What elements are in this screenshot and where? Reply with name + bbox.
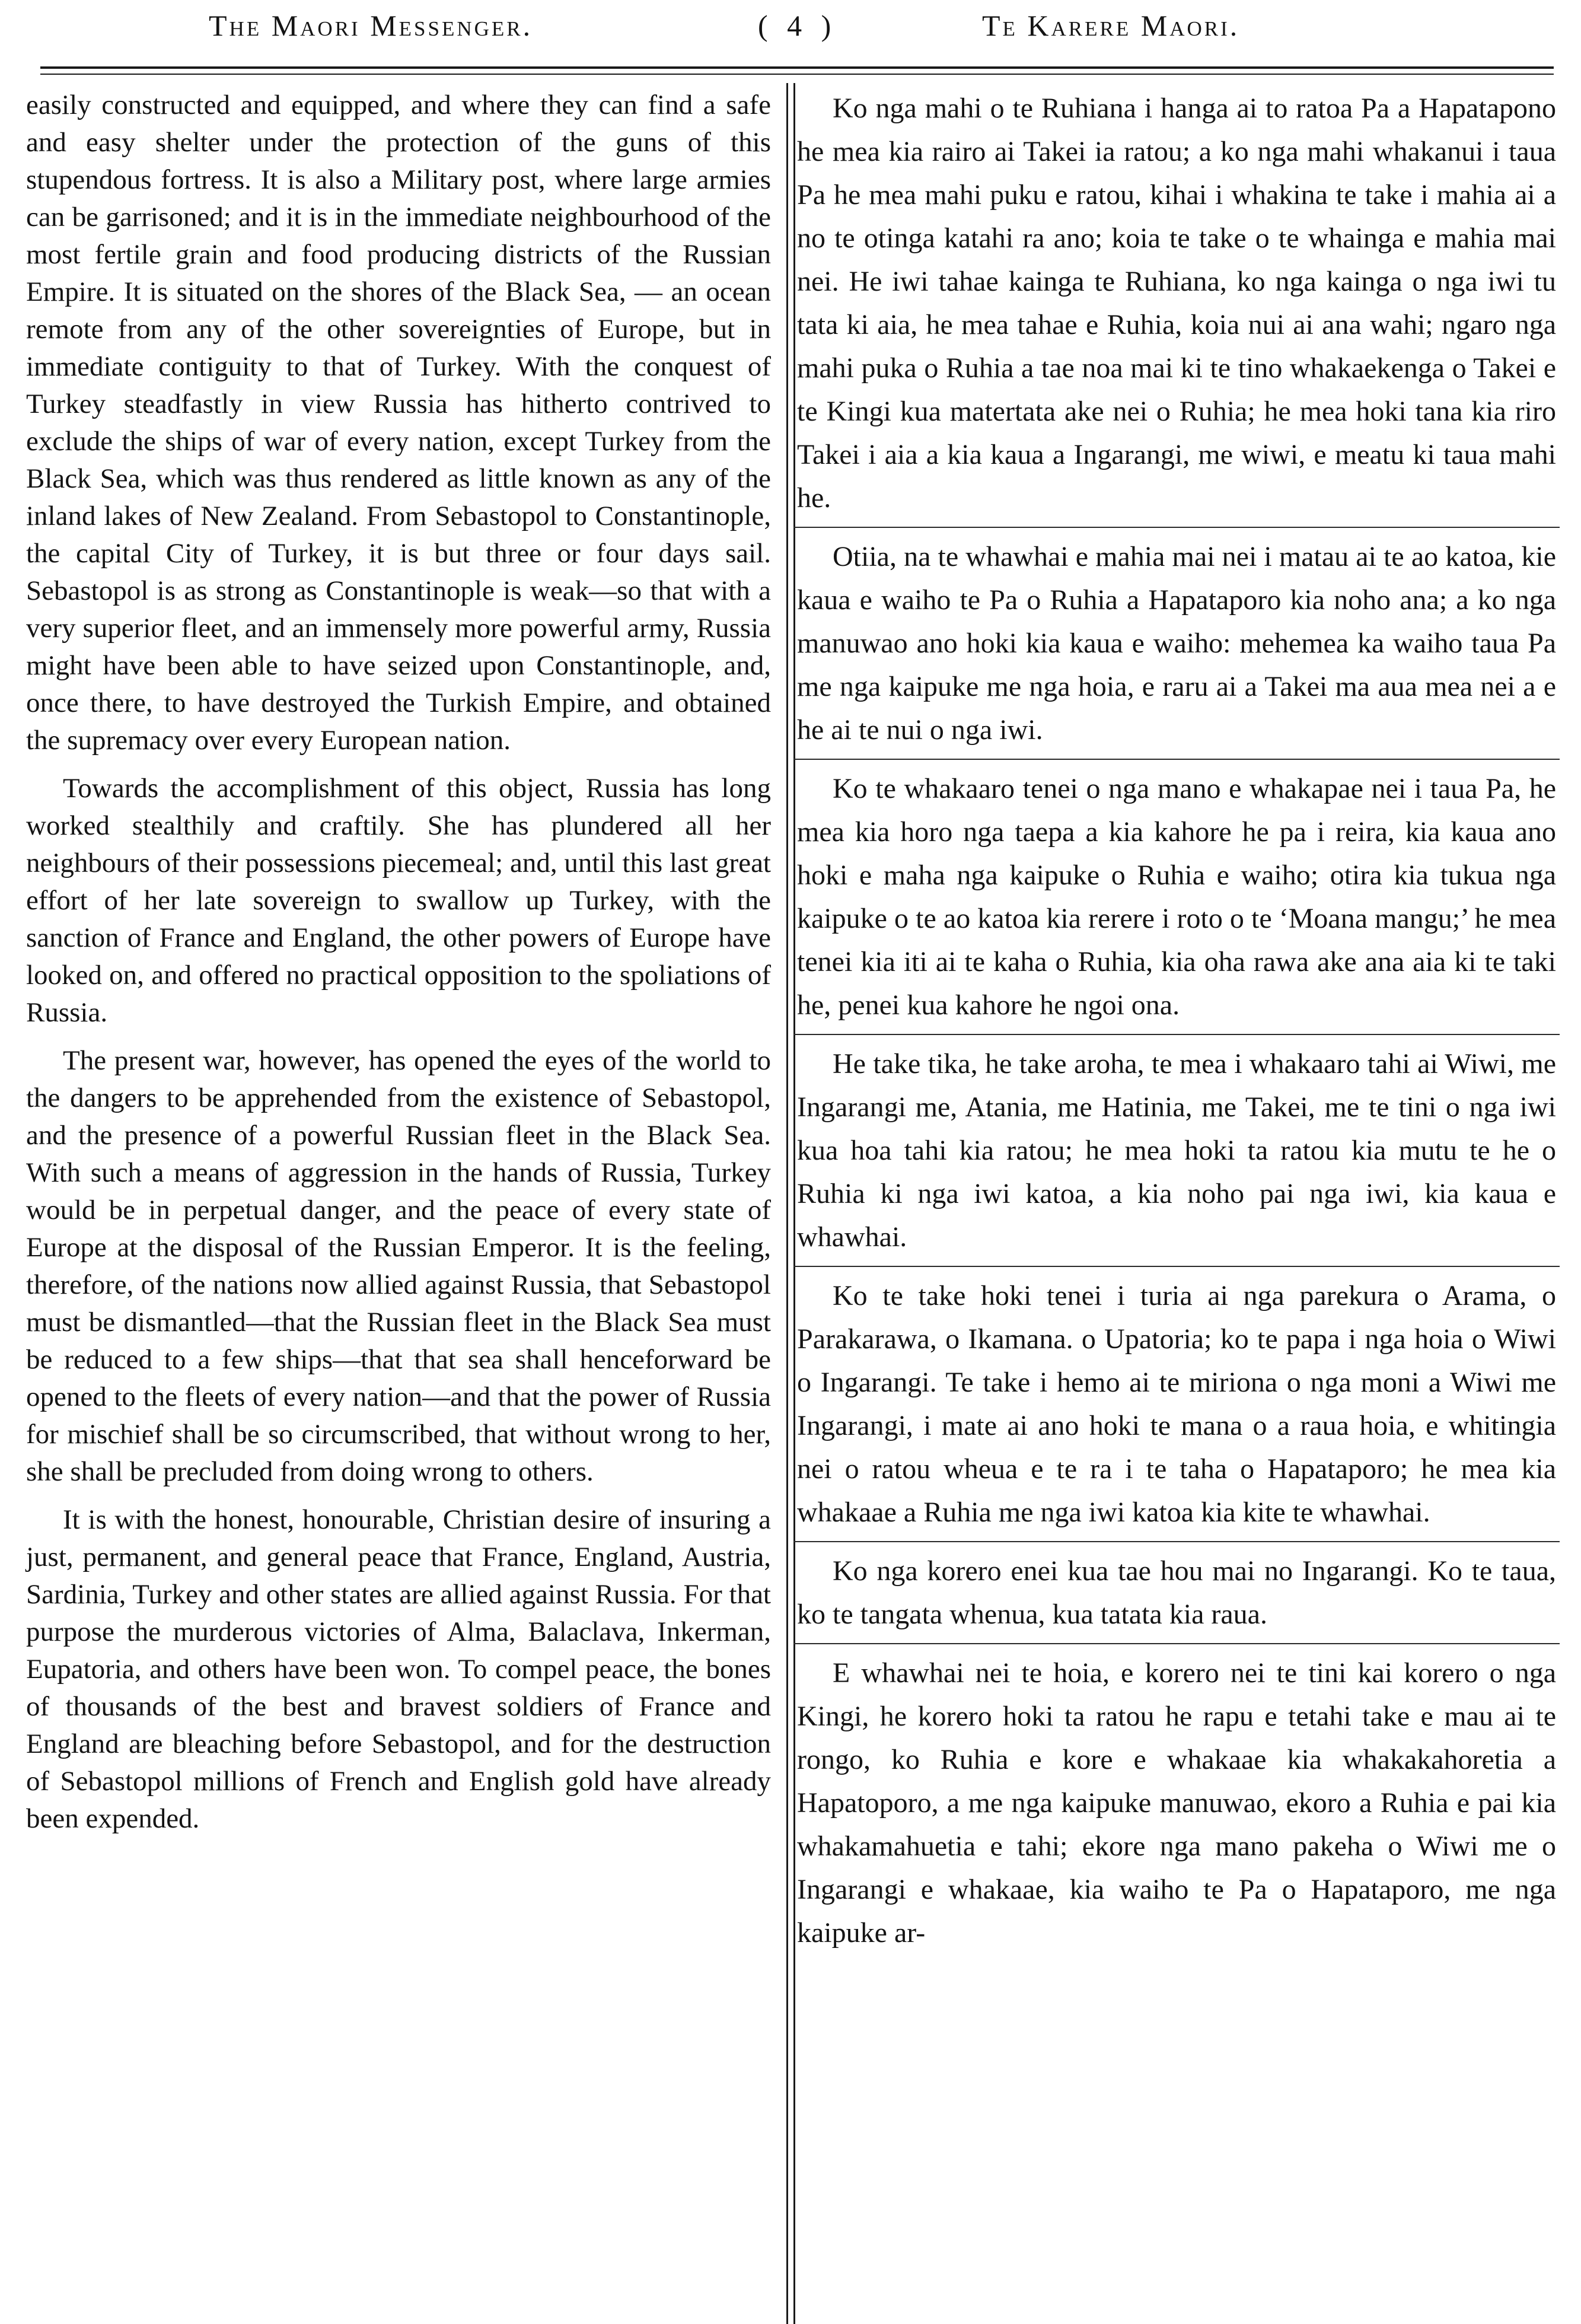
- header-maori-title: Te Karere Maori.: [982, 9, 1240, 42]
- english-column: [26, 87, 771, 1848]
- maori-paragraph: E whawhai nei te hoia, e korero nei te tini kai korero o nga Kingi, he korero hoki ta ratou he rapu e tetahi take e mau ai te rongo, ko Ruhia e kore e whakaae kia whakakahoretia a Hapatoporo, a me nga kaipuke manuwao, ekoro a Ruhia e pai kia whakamahuetia e tahi; ekore nga mano pakeha o Wiwi me o Ingarangi e whakaae, kia waiho te Pa o Hapataporo, me nga kaipuke ar-: [797, 1657, 1556, 1949]
- maori-paragraph: Ko te whakaaro tenei o nga mano e whakapae nei i taua Pa, he mea kia horo nga taepa a kia kahore he pa i reira, kia kaua ano hoki e maha nga kaipuke o Ruhia e waiho; otira kia tukua nga kaipuke o te ao katoa kia rerere i roto o te ‘Moana mangu;’ he mea tenei kia iti ai te kaha o Ruhia, kia oha rawa ake ana aia ki te taki he, penei kua kahore he ngoi ona.: [797, 773, 1556, 1021]
- paragraph-separator: [793, 527, 1560, 528]
- header-english-title: The Maori Messenger.: [209, 9, 533, 42]
- maori-paragraph: Otiia, na te whawhai e mahia mai nei i matau ai te ao katoa, kie kaua e waiho te Pa o Ruhia a Hapataporo kia noho ana; a ko nga manuwao ano hoki kia kaua e waiho: mehemea ka waiho taua Pa me nga kaipuke me nga hoia, e raru ai a Takei ma aua mea nei a e he ai te nui o nga iwi.: [797, 541, 1556, 746]
- maori-paragraph: Ko nga korero enei kua tae hou mai no Ingarangi. Ko te taua, ko te tangata whenua, kua tatata kia raua.: [797, 1555, 1556, 1630]
- maori-paragraph: He take tika, he take aroha, te mea i whakaaro tahi ai Wiwi, me Ingarangi me, Atania, me Hatinia, me Takei, me te tini o nga iwi kua hoa tahi kia ratou; he mea hoki ta ratou kia mutu te he o Ruhia ki nga iwi katoa, a kia noho pai nga iwi, kia kaua e whawhai.: [797, 1048, 1556, 1253]
- page-header: [0, 0, 1581, 65]
- paragraph-separator: [793, 1266, 1560, 1267]
- maori-paragraph: Ko te take hoki tenei i turia ai nga parekura o Arama, o Parakarawa, o Ikamana. o Upatoria; ko te papa i nga hoia o Wiwi o Ingarangi. Te take i hemo ai te miriona o nga moni a Wiwi me Ingarangi, i mate ai ano hoki te mana o a raua hoia, e whitingia nei o ratou wheua e te ra i te taha o Hapataporo; he mea kia whakaae a Ruhia me nga iwi katoa kia kite te whawhai.: [797, 1280, 1556, 1528]
- english-paragraph: It is with the honest, honourable, Christian desire of insuring a just, permanent, and general peace that France, England, Austria, Sardinia, Turkey and other states are allied against Russia. For that purpose the murderous victories of Alma, Balaclava, Inkerman, Eupatoria, and others have been won. To compel peace, the bones of thousands of the best and bravest soldiers of France and England are bleaching before Sebastopol, and for the destruction of Sebastopol millions of French and English gold have already been expended.: [26, 1504, 771, 1834]
- english-paragraph: Towards the accomplishment of this object, Russia has long worked stealthily and craftily. She has plundered all her neighbours of their possessions piecemeal; and, until this last great effort of her late sovereign to swallow up Turkey, with the sanction of France and England, the other powers of Europe have looked on, and offered no practical opposition to the spoliations of Russia.: [26, 773, 771, 1028]
- paragraph-separator: [793, 1034, 1560, 1035]
- column-divider-left-line: [786, 83, 788, 2324]
- paragraph-separator: [793, 1541, 1560, 1542]
- maori-paragraph: Ko nga mahi o te Ruhiana i hanga ai to ratoa Pa a Hapatapono he mea kia rairo ai Takei ia ratou; a ko nga mahi whakanui i taua Pa he mea mahi puku e ratou, kihai i whakina te take i mahia ai a no te otinga katahi ra ano; koia te take o te whainga e mahia mai nei. He iwi tahae kainga te Ruhiana, ko nga kainga o nga iwi tu tata ki aia, he mea tahae e Ruhia, koia nui ai ana wahi; ngaro nga mahi puka o Ruhia a tae noa mai ki te tino whakaekenga o Takei e te Kingi kua matertata ake nei o Ruhia; he mea hoki tana kia riro Takei i aia a kia kaua a Ingarangi, me wiwi, e meatu ki taua mahi he.: [797, 93, 1556, 514]
- maori-column: [797, 87, 1556, 1962]
- header-rule-thick: [40, 66, 1554, 69]
- header-page-number: ( 4 ): [758, 9, 837, 42]
- english-paragraph: The present war, however, has opened the eyes of the world to the dangers to be apprehended from the existence of Sebastopol, and the presence of a powerful Russian fleet in the Black Sea. With such a means of aggression in the hands of Russia, Turkey would be in perpetual danger, and the peace of every state of Europe at the disposal of the Russian Emperor. It is the feeling, therefore, of the nations now allied against Russia, that Sebastopol must be dismantled—that the Russian fleet in the Black Sea must be reduced to a few ships—that that sea shall henceforward be opened to the fleets of every nation—and that the power of Russia for mischief shall be so circumscribed, that without wrong to her, she shall be precluded from doing wrong to others.: [26, 1045, 771, 1487]
- english-paragraph: easily constructed and equipped, and where they can find a safe and easy shelter under the protection of the guns of this stupendous fortress. It is also a Military post, where large armies can be garrisoned; and it is in the immediate neighbourhood of the most fertile grain and food producing districts of the Russian Empire. It is situated on the shores of the Black Sea, — an ocean remote from any of the other sovereignties of Europe, but in immediate contiguity to that of Turkey. With the conquest of Turkey steadfastly in view Russia has hitherto contrived to exclude the ships of war of every nation, except Turkey from the Black Sea, which was thus rendered as little known as any of the inland lakes of New Zealand. From Sebastopol to Constantinople, the capital City of Turkey, it is but three or four days sail. Sebastopol is as strong as Constantinople is weak—so that with a very superior fleet, and an immensely more powerful army, Russia might have been able to have seized upon Constantinople, and, once there, to have destroyed the Turkish Empire, and obtained the supremacy over every European nation.: [26, 90, 771, 756]
- paragraph-separator: [793, 1643, 1560, 1644]
- paragraph-separator: [793, 759, 1560, 760]
- column-divider-right-line: [793, 83, 795, 2324]
- header-rule-thin: [40, 74, 1554, 75]
